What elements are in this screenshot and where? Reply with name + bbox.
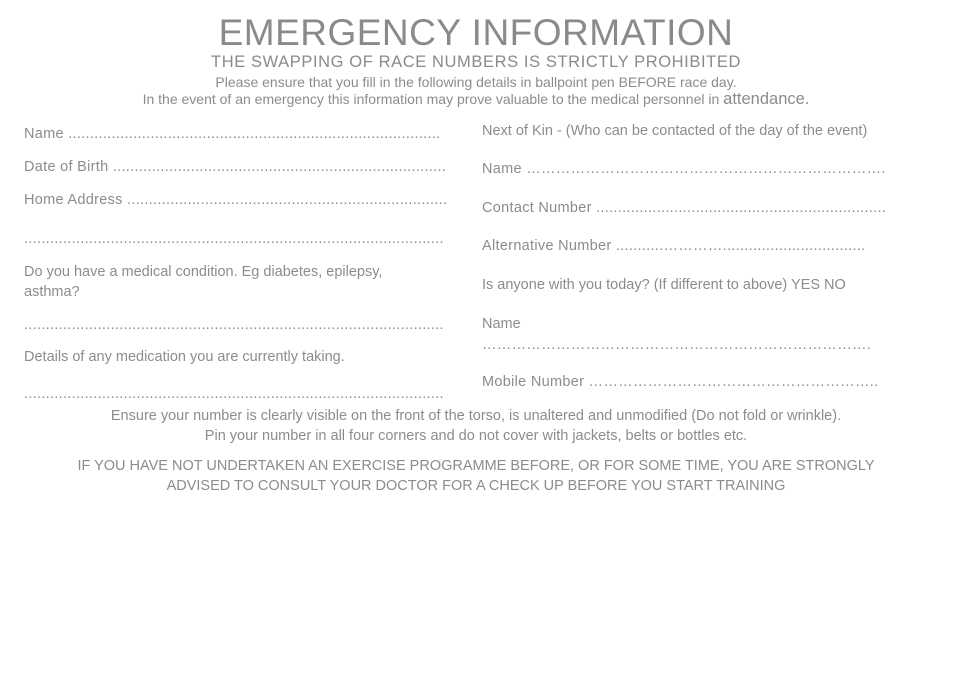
number-visibility-note: Ensure your number is clearly visible on the front of the torso, is unaltered and unmodified (Do not fold or wrinkle). xyxy=(110,408,842,424)
contact-number-field[interactable]: Contact Number ................................................................... xyxy=(482,200,887,216)
intro-line-2-end: attendance. xyxy=(723,90,810,108)
medication-question: Details of any medication you are currently taking. xyxy=(24,349,345,365)
page-title: EMERGENCY INFORMATION xyxy=(218,12,734,53)
medical-condition-question: Do you have a medical condition. Eg diabetes, epilepsy, xyxy=(24,264,383,280)
home-address-line-2[interactable]: ................................................................................................. xyxy=(24,231,444,247)
medication-field[interactable]: ................................................................................................. xyxy=(24,386,444,402)
anyone-with-you-question: Is anyone with you today? (If different to above) YES NO xyxy=(482,277,846,293)
companion-name-field[interactable]: ……………………………………………………………………. xyxy=(482,337,872,353)
medical-condition-field[interactable]: ................................................................................................. xyxy=(24,317,444,333)
home-address-field[interactable]: Home Address .......................................................................... xyxy=(24,192,448,208)
intro-line-1: Please ensure that you fill in the following details in ballpoint pen BEFORE race day. xyxy=(215,74,737,90)
name-field[interactable]: Name ...................................................................................... xyxy=(24,126,441,142)
companion-name-label: Name xyxy=(482,316,521,332)
alternative-number-field[interactable]: Alternative Number ...........…………................................. xyxy=(482,238,866,254)
medical-condition-question-cont: asthma? xyxy=(24,284,80,300)
exercise-warning-line-2: ADVISED TO CONSULT YOUR DOCTOR FOR A CHECK UP BEFORE YOU START TRAINING xyxy=(166,478,786,494)
exercise-warning-line-1: IF YOU HAVE NOT UNDERTAKEN AN EXERCISE PROGRAMME BEFORE, OR FOR SOME TIME, YOU ARE STRONGLY xyxy=(77,458,875,474)
intro-line-2-main: In the event of an emergency this information may prove valuable to the medical personnel in xyxy=(142,91,724,107)
pin-number-note: Pin your number in all four corners and do not cover with jackets, belts or bottles etc. xyxy=(204,428,748,444)
date-of-birth-field[interactable]: Date of Birth ............................................................................. xyxy=(24,159,447,175)
intro-line-2 xyxy=(0,90,952,109)
next-of-kin-name-field[interactable]: Name ………………………………………………………………. xyxy=(482,161,886,177)
mobile-number-field[interactable]: Mobile Number ………………………………………………….. xyxy=(482,374,879,390)
next-of-kin-heading: Next of Kin - (Who can be contacted of the day of the event) xyxy=(482,123,868,139)
page-subtitle: THE SWAPPING OF RACE NUMBERS IS STRICTLY PROHIBITED xyxy=(211,53,741,71)
